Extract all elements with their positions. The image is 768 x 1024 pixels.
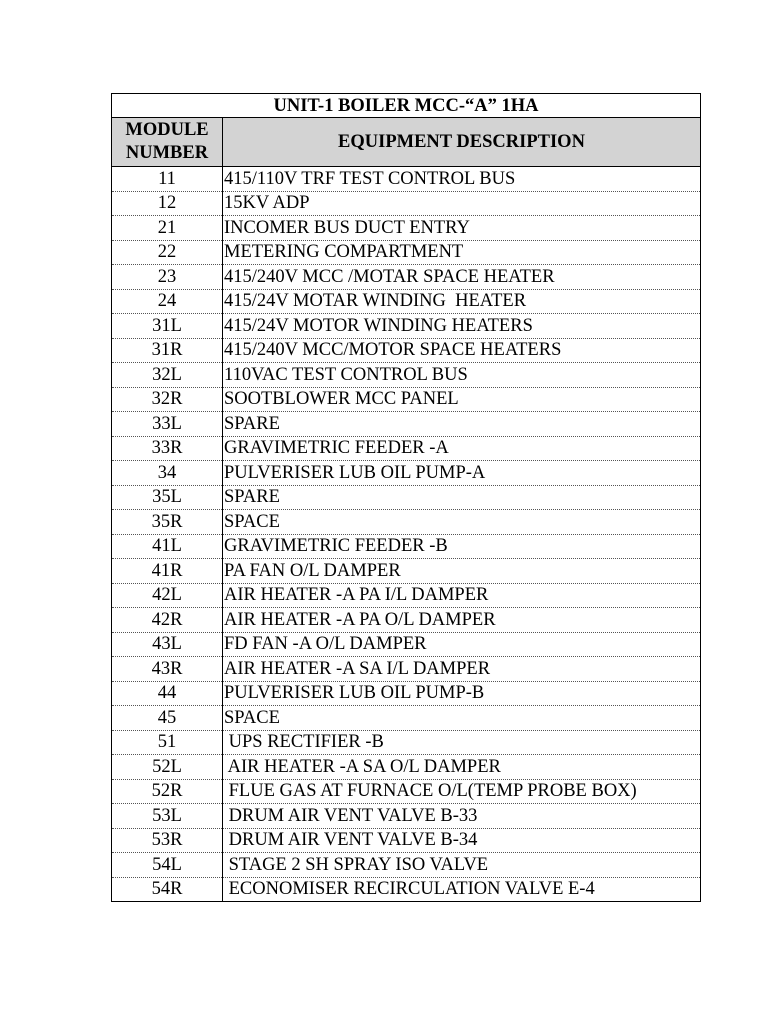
equipment-description-cell: PULVERISER LUB OIL PUMP-B (223, 681, 701, 706)
table-row (112, 216, 701, 241)
table-row (112, 167, 701, 192)
table-row (112, 289, 701, 314)
equipment-description-cell: ECONOMISER RECIRCULATION VALVE E-4 (223, 877, 701, 902)
table-row (112, 877, 701, 902)
table-body (112, 167, 701, 902)
equipment-description-cell: GRAVIMETRIC FEEDER -B (223, 534, 701, 559)
module-number-cell: 41R (112, 559, 223, 584)
table-row (112, 779, 701, 804)
module-number-cell: 23 (112, 265, 223, 290)
equipment-description-cell: FD FAN -A O/L DAMPER (223, 632, 701, 657)
module-number-cell: 34 (112, 461, 223, 486)
table-row (112, 853, 701, 878)
module-number-cell: 35R (112, 510, 223, 535)
module-number-cell: 54L (112, 853, 223, 878)
module-number-cell: 24 (112, 289, 223, 314)
table-row (112, 828, 701, 853)
equipment-description-header: EQUIPMENT DESCRIPTION (223, 118, 701, 167)
module-number-cell: 32R (112, 387, 223, 412)
module-number-cell: 35L (112, 485, 223, 510)
table-row (112, 412, 701, 437)
equipment-description-cell: 415/24V MOTOR WINDING HEATERS (223, 314, 701, 339)
equipment-description-cell: 110VAC TEST CONTROL BUS (223, 363, 701, 388)
table-row (112, 583, 701, 608)
equipment-description-cell: 415/240V MCC /MOTAR SPACE HEATER (223, 265, 701, 290)
equipment-description-cell: SPARE (223, 412, 701, 437)
module-number-header: MODULE NUMBER (112, 118, 223, 167)
module-number-cell: 31R (112, 338, 223, 363)
equipment-description-cell: AIR HEATER -A SA O/L DAMPER (223, 755, 701, 780)
table-row (112, 755, 701, 780)
table-row (112, 681, 701, 706)
module-number-cell: 22 (112, 240, 223, 265)
equipment-description-cell: 15KV ADP (223, 191, 701, 216)
table-row (112, 706, 701, 731)
table-row (112, 314, 701, 339)
equipment-description-cell: SPARE (223, 485, 701, 510)
module-number-cell: 53R (112, 828, 223, 853)
table-row (112, 436, 701, 461)
equipment-description-cell: SPACE (223, 706, 701, 731)
equipment-description-cell: INCOMER BUS DUCT ENTRY (223, 216, 701, 241)
table-row (112, 657, 701, 682)
module-number-cell: 54R (112, 877, 223, 902)
equipment-description-cell: GRAVIMETRIC FEEDER -A (223, 436, 701, 461)
equipment-description-cell: DRUM AIR VENT VALVE B-34 (223, 828, 701, 853)
table-row (112, 363, 701, 388)
module-number-cell: 31L (112, 314, 223, 339)
equipment-description-cell: 415/110V TRF TEST CONTROL BUS (223, 167, 701, 192)
module-number-cell: 45 (112, 706, 223, 731)
table-row (112, 632, 701, 657)
equipment-description-cell: STAGE 2 SH SPRAY ISO VALVE (223, 853, 701, 878)
equipment-description-cell: DRUM AIR VENT VALVE B-33 (223, 804, 701, 829)
module-number-cell: 43L (112, 632, 223, 657)
equipment-description-cell: SOOTBLOWER MCC PANEL (223, 387, 701, 412)
module-number-cell: 42L (112, 583, 223, 608)
table-row (112, 730, 701, 755)
equipment-description-cell: PULVERISER LUB OIL PUMP-A (223, 461, 701, 486)
table-row (112, 510, 701, 535)
table-row (112, 461, 701, 486)
module-number-cell: 32L (112, 363, 223, 388)
table-row (112, 608, 701, 633)
module-number-cell: 33R (112, 436, 223, 461)
table-row (112, 265, 701, 290)
module-number-cell: 21 (112, 216, 223, 241)
module-number-cell: 41L (112, 534, 223, 559)
module-number-cell: 52L (112, 755, 223, 780)
equipment-description-cell: 415/24V MOTAR WINDING HEATER (223, 289, 701, 314)
table-row (112, 240, 701, 265)
equipment-description-cell: UPS RECTIFIER -B (223, 730, 701, 755)
equipment-description-cell: AIR HEATER -A PA O/L DAMPER (223, 608, 701, 633)
module-number-cell: 44 (112, 681, 223, 706)
module-number-cell: 52R (112, 779, 223, 804)
module-number-cell: 11 (112, 167, 223, 192)
header-row (112, 118, 701, 167)
table-row (112, 534, 701, 559)
module-number-cell: 53L (112, 804, 223, 829)
table-row (112, 191, 701, 216)
module-number-cell: 12 (112, 191, 223, 216)
equipment-description-cell: METERING COMPARTMENT (223, 240, 701, 265)
equipment-description-cell: AIR HEATER -A PA I/L DAMPER (223, 583, 701, 608)
module-number-cell: 42R (112, 608, 223, 633)
table-row (112, 338, 701, 363)
equipment-description-cell: SPACE (223, 510, 701, 535)
equipment-description-cell: 415/240V MCC/MOTOR SPACE HEATERS (223, 338, 701, 363)
module-number-cell: 33L (112, 412, 223, 437)
module-number-cell: 43R (112, 657, 223, 682)
table-row (112, 387, 701, 412)
equipment-description-cell: PA FAN O/L DAMPER (223, 559, 701, 584)
equipment-description-cell: AIR HEATER -A SA I/L DAMPER (223, 657, 701, 682)
equipment-table (111, 93, 701, 902)
title-row (112, 94, 701, 118)
table-row (112, 485, 701, 510)
table-title: UNIT-1 BOILER MCC-“A” 1HA (112, 94, 701, 118)
module-number-cell: 51 (112, 730, 223, 755)
equipment-description-cell: FLUE GAS AT FURNACE O/L(TEMP PROBE BOX) (223, 779, 701, 804)
table-row (112, 559, 701, 584)
table-row (112, 804, 701, 829)
